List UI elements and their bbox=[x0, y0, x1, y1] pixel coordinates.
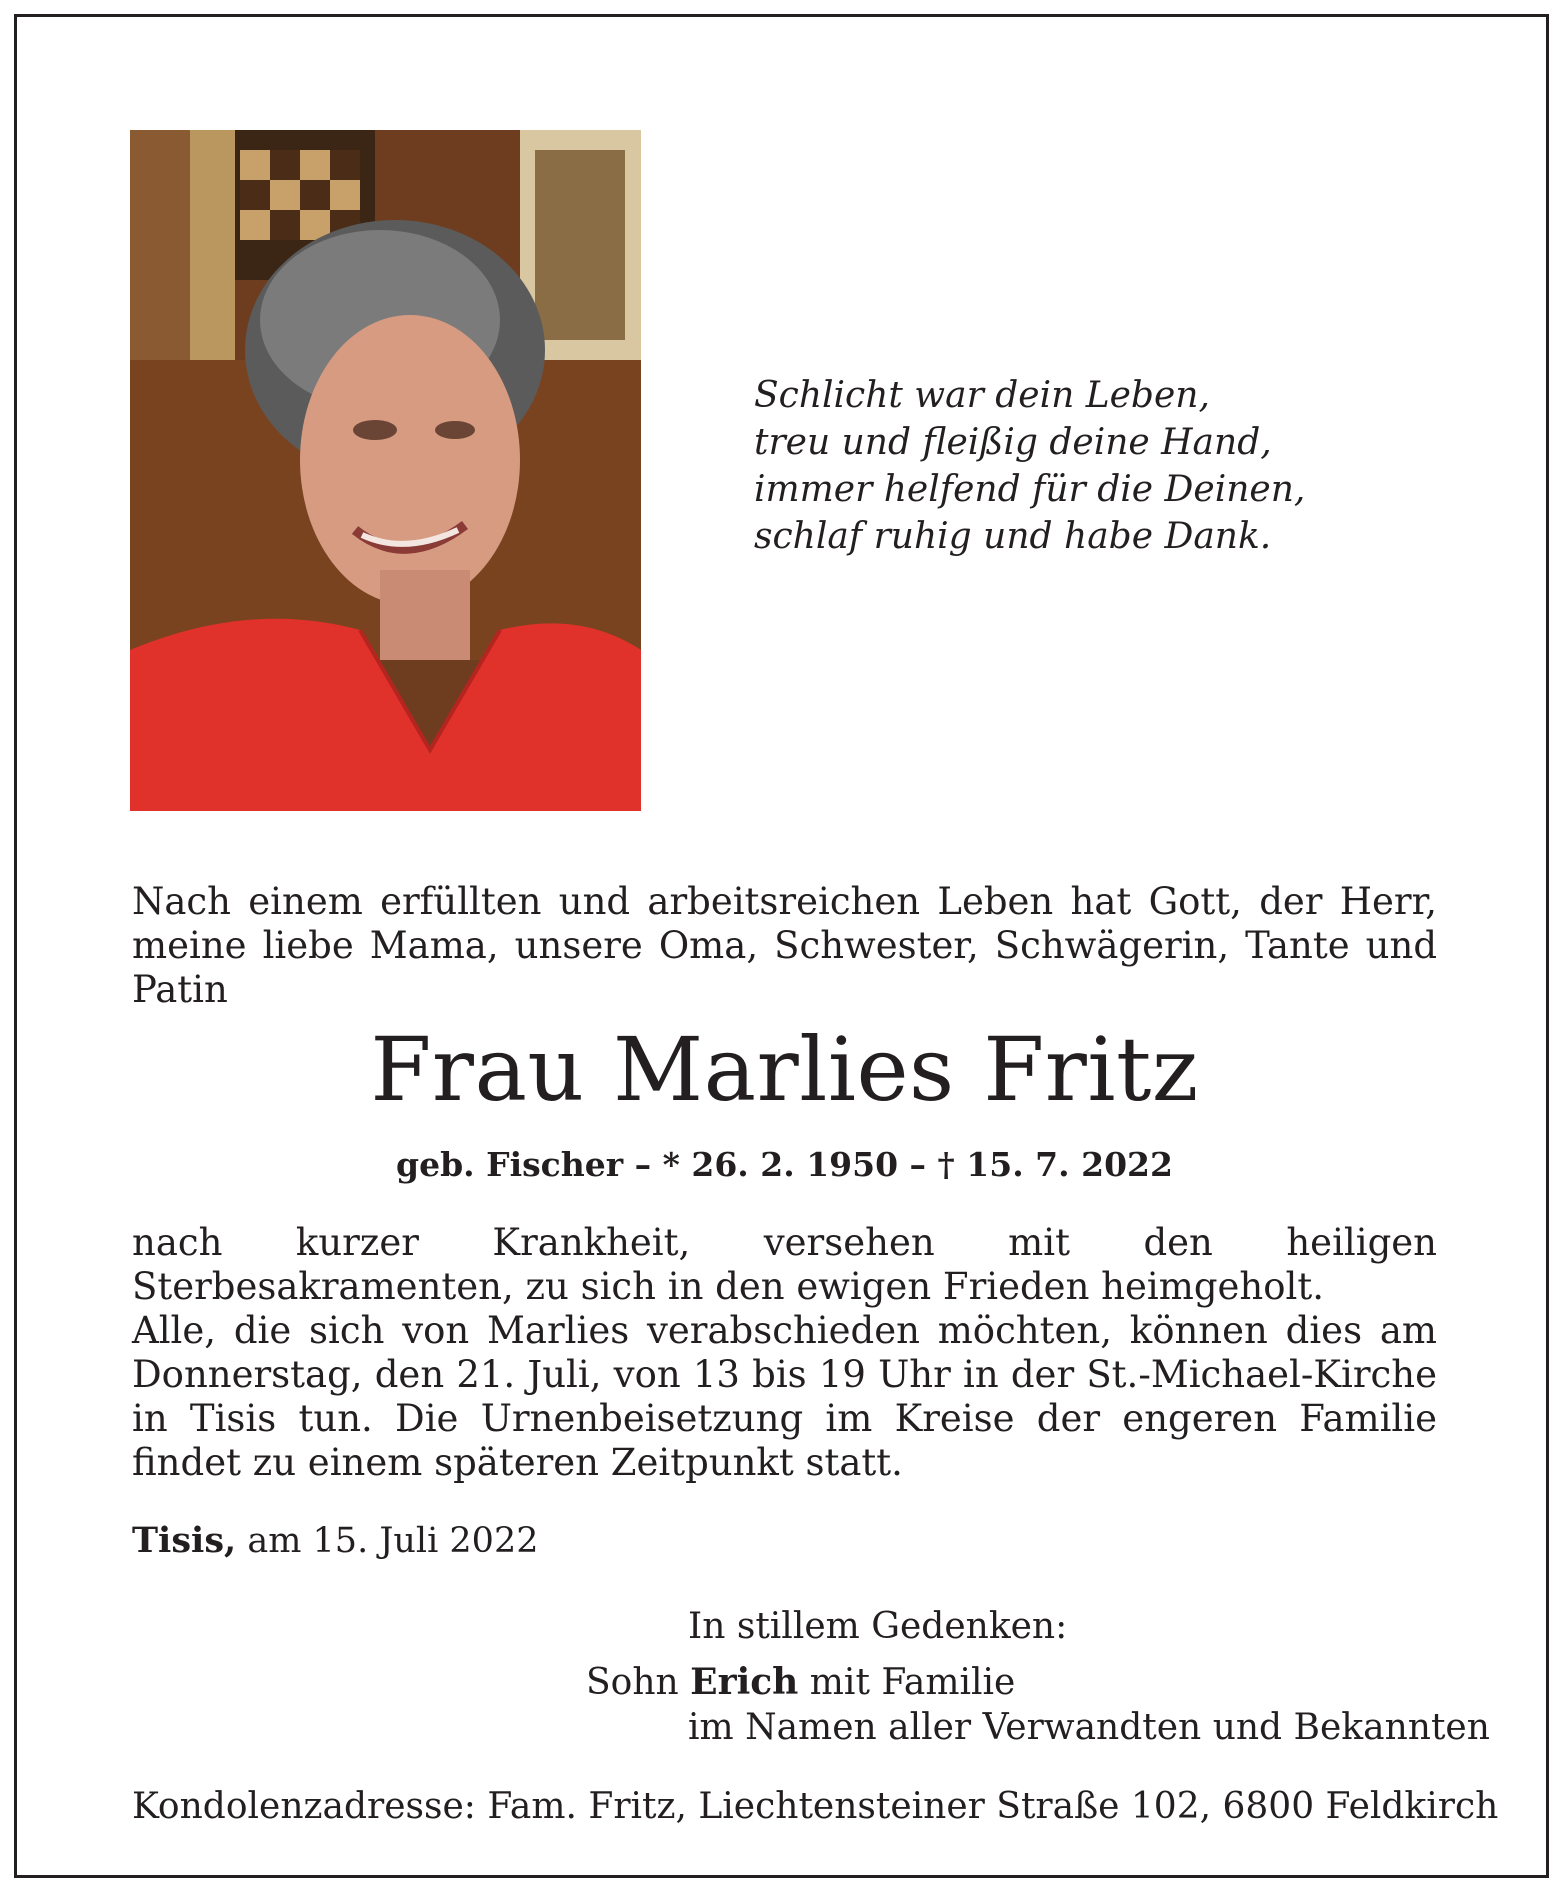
intro-text: Nach einem erfüllten und arbeitsreichen Leben hat Gott, der Herr, meine liebe Mama, unsere Oma, Schwester, Schwägerin, Tante und Patin bbox=[132, 880, 1437, 1011]
poem-line: Schlicht war dein Leben, bbox=[754, 375, 1210, 416]
deceased-name: Frau Marlies Fritz bbox=[370, 1018, 1199, 1121]
poem-line: immer helfend für die Deinen, bbox=[754, 469, 1306, 510]
memorial-poem bbox=[754, 372, 1305, 560]
place-town: Tisis, bbox=[132, 1520, 237, 1561]
signoff-relatives: im Namen aller Verwandten und Bekannten bbox=[688, 1707, 1490, 1748]
birth-death-dates: geb. Fischer – * 26. 2. 1950 – † 15. 7. 2022 bbox=[396, 1145, 1173, 1184]
signoff-son bbox=[586, 1660, 1015, 1705]
with-family: mit Familie bbox=[798, 1662, 1016, 1703]
portrait-photo bbox=[130, 130, 641, 811]
poem-line: schlaf ruhig und habe Dank. bbox=[754, 516, 1272, 557]
son-name: Erich bbox=[690, 1661, 799, 1703]
signoff-heading: In stillem Gedenken: bbox=[688, 1606, 1068, 1647]
paragraph-passing: nach kurzer Krankheit, versehen mit den heiligen Sterbesakramenten, zu sich in den ewigen Frieden heimgeholt. bbox=[132, 1221, 1437, 1308]
place-date bbox=[132, 1519, 539, 1563]
poem-line: treu und fleißig deine Hand, bbox=[754, 422, 1272, 463]
place-date-text: am 15. Juli 2022 bbox=[236, 1521, 539, 1561]
relation-label: Sohn bbox=[586, 1662, 691, 1703]
condolence-address: Kondolenzadresse: Fam. Fritz, Liechtensteiner Straße 102, 6800 Feldkirch bbox=[132, 1786, 1499, 1827]
paragraph-farewell: Alle, die sich von Marlies verabschieden möchten, können dies am Donnerstag, den 21. Juli, von 13 bis 19 Uhr in der St.-Michael-Kirche in Tisis tun. Die Urnenbeisetzung im Kreise der engeren Familie findet zu einem späteren Zeitpunkt statt. bbox=[132, 1309, 1437, 1484]
